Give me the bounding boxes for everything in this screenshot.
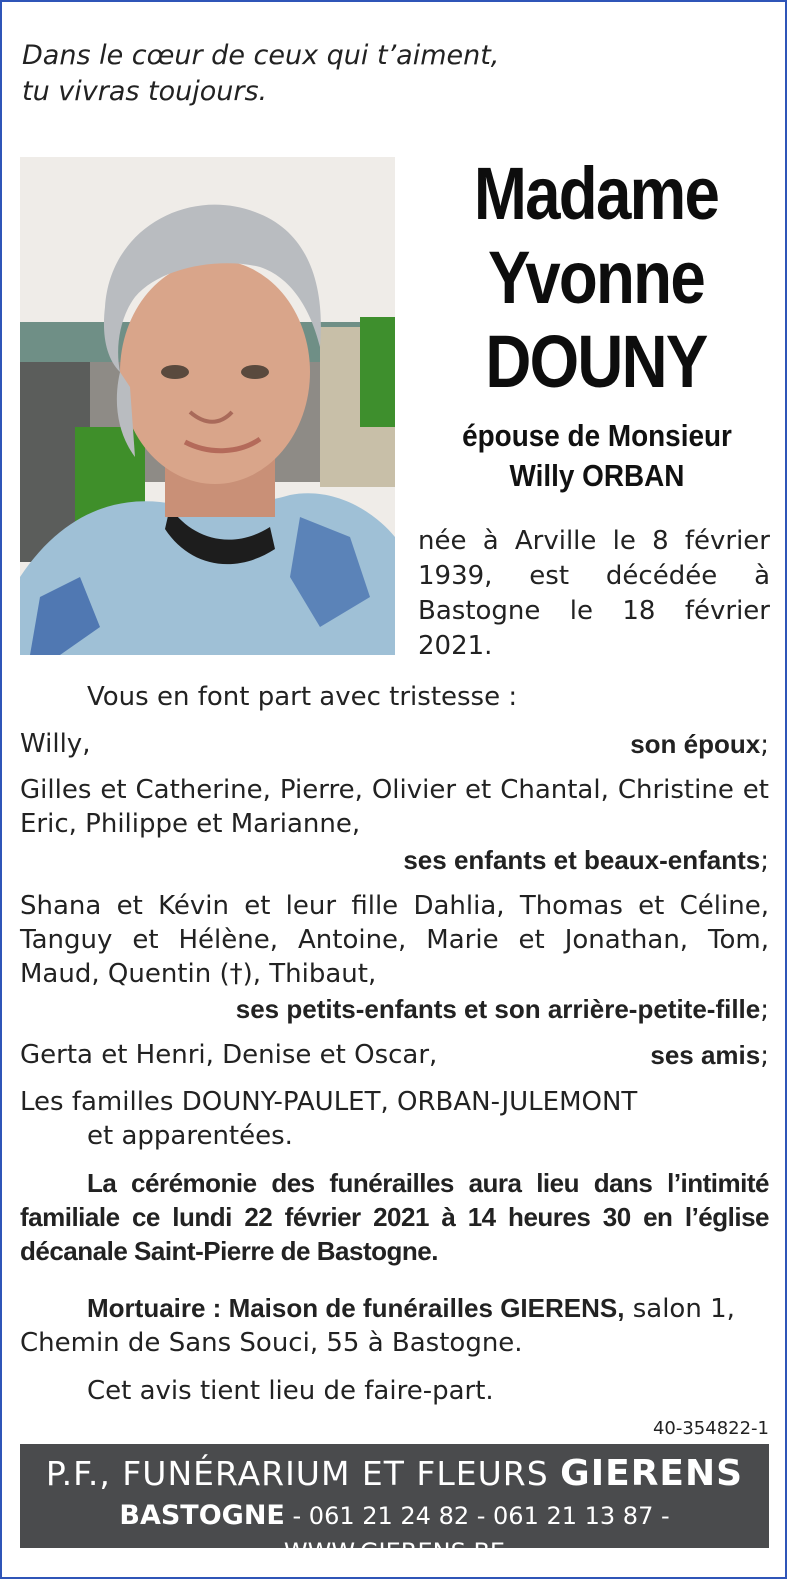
family-grandchildren-role: ses petits-enfants et son arrière-petite-fille: [235, 994, 761, 1024]
portrait-photo: [20, 157, 395, 655]
spouse-line-1: épouse de Monsieur: [462, 418, 732, 453]
mortuary-address: salon 1, Chemin de Sans Souci, 55 à Bastogne.: [20, 1294, 735, 1358]
separator: ;: [760, 1041, 769, 1071]
family-grandchildren-role-row: [20, 992, 769, 1027]
family-children-names: Gilles et Catherine, Pierre, Olivier et Chantal, Christine et Eric, Philippe et Marianne,: [20, 775, 769, 839]
memorial-quote: [22, 38, 582, 110]
banner-brand: GIERENS: [560, 1453, 744, 1494]
family-spouse-row: [20, 727, 769, 762]
family-children-role: ses enfants et beaux-enfants: [403, 845, 761, 875]
intro-text: Vous en font part avec tristesse :: [87, 682, 518, 712]
birth-death-text: née à Arville le 8 février 1939, est décédée à Bastogne le 18 février 2021.: [418, 526, 770, 661]
family-children-role-row: [20, 843, 769, 878]
family-spouse-role: son époux: [630, 729, 761, 759]
closing-text: Cet avis tient lieu de faire-part.: [87, 1376, 494, 1406]
quote-line-2: tu vivras toujours.: [22, 76, 268, 107]
banner-line-2: [20, 1498, 769, 1570]
banner-service-text: P.F., FUNÉRARIUM ET FLEURS: [45, 1454, 549, 1493]
separator: ;: [760, 995, 769, 1025]
deceased-first-name: Yvonne: [487, 236, 705, 319]
funeral-home-banner: [20, 1444, 769, 1566]
family-friends-row: [20, 1038, 769, 1073]
family-grandchildren-names: Shana et Kévin et leur fille Dahlia, Thomas et Céline, Tanguy et Hélène, Antoine, Marie et Jonathan, Tom, Maud, Quentin (†), Thibaut,: [20, 891, 769, 989]
banner-city: BASTOGNE: [119, 1500, 285, 1531]
banner-line-1: [20, 1452, 769, 1496]
separator: ;: [760, 846, 769, 876]
mortuary-text: [20, 1291, 769, 1360]
portrait-illustration: [20, 157, 395, 655]
family-friends-names: Gerta et Henri, Denise et Oscar,: [20, 1040, 438, 1070]
family-friends-role: ses amis: [650, 1040, 761, 1070]
separator: ;: [760, 730, 769, 760]
spouse-line-2: Willy ORBAN: [509, 458, 685, 493]
ceremony-text: La cérémonie des funérailles aura lieu dans l’intimité familiale ce lundi 22 février 2021 à 14 heures 30 en l’église décanale Saint-Pierre de Bastogne.: [20, 1168, 769, 1266]
reference-number: 40-354822-1: [652, 1418, 769, 1439]
deceased-last-name: DOUNY: [485, 320, 707, 403]
mortuary-label: Mortuaire : Maison de funérailles GIERENS,: [87, 1293, 625, 1323]
family-spouse-name: Willy,: [20, 729, 91, 759]
quote-line-1: Dans le cœur de ceux qui t’aiment,: [22, 40, 500, 71]
banner-contact: - 061 21 24 82 - 061 21 13 87 - WWW.GIERENS.BE: [283, 1502, 670, 1566]
families-line-1: Les familles DOUNY-PAULET, ORBAN-JULEMONT: [20, 1087, 638, 1117]
families-line-2: et apparentées.: [87, 1121, 293, 1151]
deceased-name-title: Madame: [473, 152, 719, 235]
